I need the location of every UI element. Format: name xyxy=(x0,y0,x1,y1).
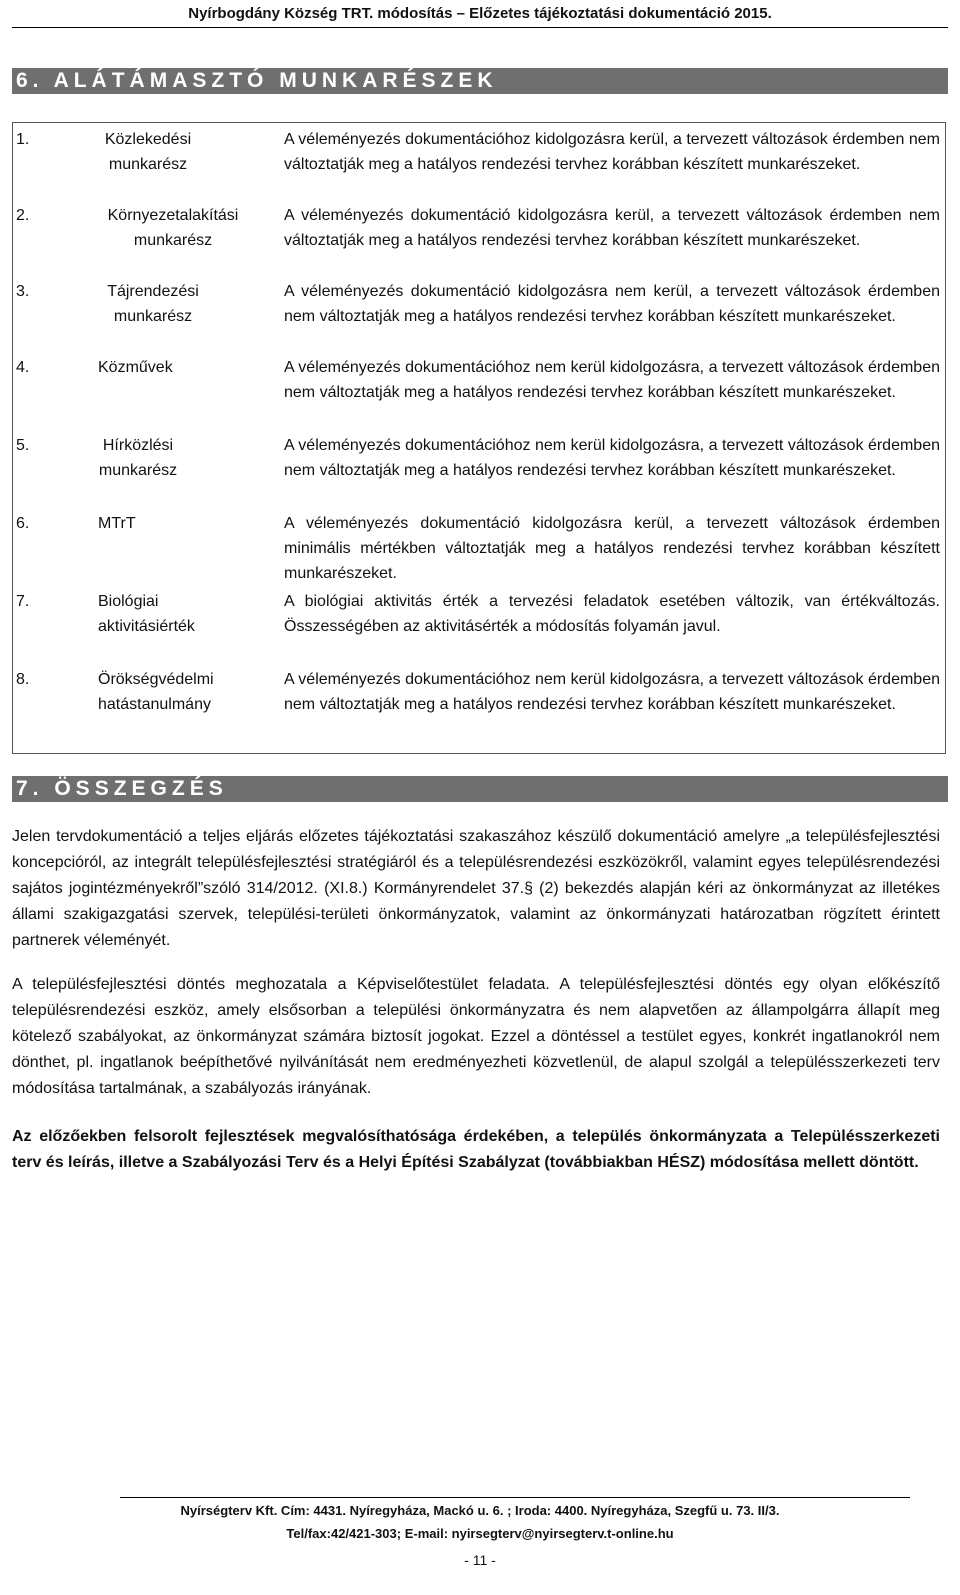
row-number: 2. xyxy=(16,207,30,224)
summary-paragraph-2: A településfejlesztési döntés meghozatala a Képviselőtestület feladata. A településfejlesztési döntés egy olyan előkészítő településrendezési eszköz, amely elsősorban a települési önkormányzatra és nem alapvetően az állampolgárra állapít meg kötelező szabályokat, az önkormányzat számára biztosít jogokat. Ezzel a döntéssel a testület egyes, konkrét ingatlanokról nem dönthet, pl. ingatlanok beépíthetővé nyilvánítását nem eredményezheti közvetlenül, de alapul szolgál a településszerkezeti terv módosítása tartalmának, a szabályozás irányának. xyxy=(12,976,940,1097)
supporting-parts-table xyxy=(12,122,946,754)
row-description: A véleményezés dokumentáció kidolgozásra kerül, a tervezett változások érdemben nem változtatják meg a hatályos rendezési tervhez korábban készített munkarészeket. xyxy=(284,207,940,249)
row-description: A biológiai aktivitás érték a tervezési feladatok esetében változik, van értékváltozás. Összességében az aktivitásérték a módosítás folyamán javul. xyxy=(284,593,940,635)
header-rule xyxy=(12,27,948,28)
row-number: 8. xyxy=(16,671,30,688)
row-number: 3. xyxy=(16,283,30,300)
row-number: 1. xyxy=(16,131,30,148)
row-number: 6. xyxy=(16,515,30,532)
section-7-heading: 7. ÖSSZEGZÉS xyxy=(12,776,948,802)
row-description: A véleményezés dokumentációhoz nem kerül kidolgozásra, a tervezett változások érdemben nem változtatják meg a hatályos rendezési tervhez korábban készített munkarészeket. xyxy=(284,359,940,401)
row-description: A véleményezés dokumentációhoz nem kerül kidolgozásra, a tervezett változások érdemben nem változtatják meg a hatályos rendezési tervhez korábban készített munkarészeket. xyxy=(284,437,940,479)
document-header: Nyírbogdány Község TRT. módosítás – Előzetes tájékoztatási dokumentáció 2015. xyxy=(188,5,772,22)
summary-paragraph-1: Jelen tervdokumentáció a teljes eljárás előzetes tájékoztatási szakaszához készülő dokumentáció amelyre „a településfejlesztési koncepcióról, az integrált településfejlesztési stratégiáról és a településrendezési eszközökről, valamint egyes településrendezési sajátos jogintézményekről”szóló 314/2012. (XI.8.) Kormányrendelet 37.§ (2) bekezdés alapján kéri az önkormányzat az illetékes állami szakigazgatási szervek, települési-területi önkormányzatok, valamint az önkormányzati határozatban rögzített érintett partnerek véleményét. xyxy=(12,828,940,949)
row-number: 4. xyxy=(16,359,30,376)
row-label: MTrT xyxy=(98,515,136,532)
row-label: Környezetalakítási munkarész xyxy=(107,207,239,249)
row-number: 7. xyxy=(16,593,30,610)
row-label: Tájrendezési munkarész xyxy=(107,283,199,325)
row-description: A véleményezés dokumentáció kidolgozásra kerül, a tervezett változások érdemben minimális mértékben változtatják meg a hatályos rendezési tervhez korábban készített munkarészeket. xyxy=(284,515,940,582)
row-description: A véleményezés dokumentációhoz nem kerül kidolgozásra, a tervezett változások érdemben nem változtatják meg a hatályos rendezési tervhez korábban készített munkarészeket. xyxy=(284,671,940,713)
row-label: Biológiai aktivitásiérték xyxy=(98,593,195,635)
row-label: Hírközlési munkarész xyxy=(98,437,178,479)
footer-contact: Tel/fax:42/421-303; E-mail: nyirsegterv@nyirsegterv.t-online.hu xyxy=(286,1526,674,1541)
row-label: Közlekedési munkarész xyxy=(104,131,192,173)
row-label: Örökségvédelmi hatástanulmány xyxy=(98,671,214,713)
row-label: Közművek xyxy=(98,359,173,376)
section-6-heading: 6. ALÁTÁMASZTÓ MUNKARÉSZEK xyxy=(12,68,948,94)
row-number: 5. xyxy=(16,437,30,454)
row-description: A véleményezés dokumentáció kidolgozásra nem kerül, a tervezett változások érdemben nem változtatják meg a hatályos rendezési tervhez korábban készített munkarészeket. xyxy=(284,283,940,325)
page-number: - 11 - xyxy=(464,1552,496,1568)
row-description: A véleményezés dokumentációhoz kidolgozásra kerül, a tervezett változások érdemben nem változtatják meg a hatályos rendezési tervhez korábban készített munkarészeket. xyxy=(284,131,940,173)
summary-paragraph-3: Az előzőekben felsorolt fejlesztések megvalósíthatósága érdekében, a település önkormányzata a Településszerkezeti terv és leírás, illetve a Szabályozási Terv és a Helyi Építési Szabályzat (továbbiakban HÉSZ) módosítása mellett döntött. xyxy=(12,1128,940,1171)
footer-rule xyxy=(120,1497,910,1498)
footer-address: Nyírségterv Kft. Cím: 4431. Nyíregyháza, Mackó u. 6. ; Iroda: 4400. Nyíregyháza, Szegfű u. 73. II/3. xyxy=(180,1503,780,1518)
